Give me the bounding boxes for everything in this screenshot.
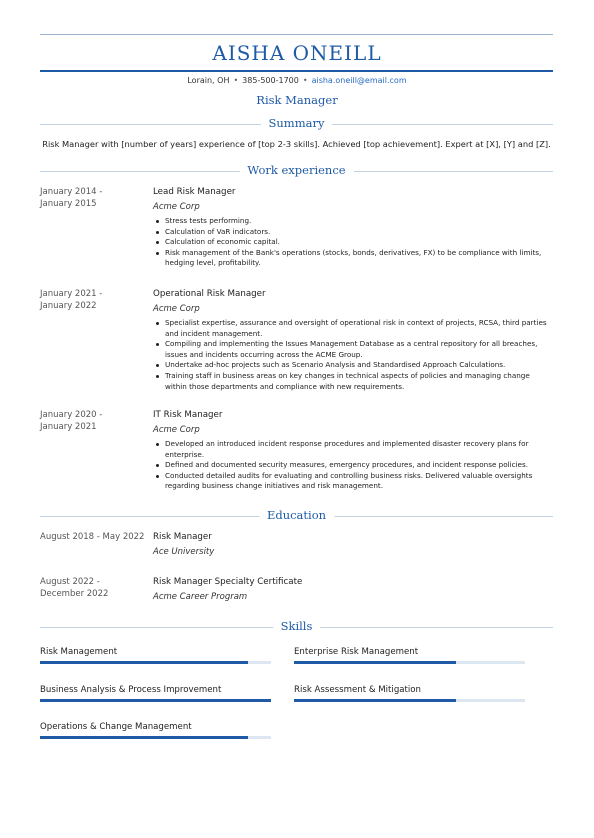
- header-top-rule: [40, 34, 553, 35]
- entry-bullet: Developed an introduced incident response procedures and implemented disaster recovery plans for enterprise.: [153, 439, 553, 460]
- candidate-name: AISHA ONEILL: [212, 41, 382, 65]
- section-heading-label: Education: [259, 508, 334, 522]
- section-heading-label: Work experience: [239, 163, 353, 177]
- skill-name: Risk Management: [40, 647, 118, 657]
- section-heading-summary: [40, 116, 553, 132]
- entry-dates: [40, 531, 150, 543]
- entry-date-start: August 2022 -: [40, 577, 100, 587]
- skill-level-track: [40, 661, 271, 664]
- entry-date-start: August 2018 - May 2022: [40, 532, 145, 542]
- entry-bullet-list: [153, 318, 553, 392]
- contact-email-link[interactable]: aisha.oneill@email.com: [311, 76, 407, 85]
- entry-company: Acme Corp: [153, 202, 200, 212]
- entry-bullet: Stress tests performing.: [153, 216, 553, 227]
- entry-bullet: Defined and documented security measures, emergency procedures, and incident response policies.: [153, 460, 553, 471]
- skill-name: Operations & Change Management: [40, 722, 192, 732]
- entry-body: [153, 186, 553, 269]
- contact-phone: 385-500-1700: [242, 76, 299, 85]
- skill-name: Business Analysis & Process Improvement: [40, 685, 222, 695]
- contact-separator: •: [302, 76, 308, 85]
- entry-body: [153, 409, 553, 492]
- entry-date-end: January 2022: [40, 301, 97, 311]
- entry-date-end: January 2015: [40, 199, 97, 209]
- entry-bullet: Compiling and implementing the Issues Management Database as a central repository for all breaches, issues and incidents occurring across the ACME Group.: [153, 339, 553, 360]
- entry-body: [153, 288, 553, 392]
- entry-degree: Risk Manager Specialty Certificate: [153, 577, 303, 587]
- entry-school: Ace University: [153, 547, 215, 557]
- skill-level-track: [294, 699, 525, 702]
- skill-level-track: [294, 661, 525, 664]
- entry-date-end: January 2021: [40, 422, 97, 432]
- entry-bullet-list: [153, 216, 553, 269]
- contact-location: Lorain, OH: [187, 76, 230, 85]
- skill-item: [294, 684, 525, 704]
- skill-level-fill: [294, 699, 456, 702]
- entry-date-start: January 2021 -: [40, 289, 103, 299]
- entry-date-start: January 2020 -: [40, 410, 103, 420]
- entry-bullet: Risk management of the Bank's operations (stocks, bonds, derivatives, FX) to be compliance with limits, hedging level, profitability.: [153, 248, 553, 269]
- entry-dates: [40, 288, 140, 312]
- entry-dates: [40, 186, 140, 210]
- job-title: Risk Manager: [256, 93, 338, 107]
- skill-name: Risk Assessment & Mitigation: [294, 685, 422, 695]
- entry-bullet: Calculation of economic capital.: [153, 237, 553, 248]
- entry-bullet-list: [153, 439, 553, 492]
- skill-item: [40, 646, 271, 666]
- entry-body: [153, 576, 553, 603]
- skill-level-track: [40, 736, 271, 739]
- entry-body: [153, 531, 553, 558]
- entry-date-start: January 2014 -: [40, 187, 103, 197]
- skill-item: [40, 721, 271, 741]
- skill-level-fill: [40, 699, 271, 702]
- skill-name: Enterprise Risk Management: [294, 647, 419, 657]
- entry-company: Acme Corp: [153, 425, 200, 435]
- entry-bullet: Specialist expertise, assurance and oversight of operational risk in context of projects, RCSA, third parties and incident management.: [153, 318, 553, 339]
- section-heading-skills: [40, 619, 553, 635]
- entry-bullet: Calculation of VaR indicators.: [153, 227, 553, 238]
- skill-item: [294, 646, 525, 666]
- skill-level-fill: [40, 661, 248, 664]
- entry-dates: [40, 576, 140, 600]
- skill-level-track: [40, 699, 271, 702]
- summary-text: Risk Manager with [number of years] experience of [top 2-3 skills]. Achieved [top achievement]. Expert at [X], [Y] and [Z].: [42, 139, 551, 149]
- entry-title: Lead Risk Manager: [153, 187, 236, 197]
- section-heading-label: Summary: [261, 116, 333, 130]
- entry-title: Operational Risk Manager: [153, 289, 266, 299]
- contact-line: [0, 76, 594, 85]
- section-heading-experience: [40, 163, 553, 179]
- section-heading-label: Skills: [273, 619, 321, 633]
- entry-dates: [40, 409, 140, 433]
- contact-separator: •: [233, 76, 239, 85]
- entry-bullet: Undertake ad-hoc projects such as Scenario Analysis and Standardised Approach Calculations.: [153, 360, 553, 371]
- entry-bullet: Training staff in business areas on key changes in technical aspects of policies and managing change within those departments and compliance with new requirements.: [153, 371, 553, 392]
- entry-degree: Risk Manager: [153, 532, 212, 542]
- header-name-rule: [40, 70, 553, 72]
- skill-level-fill: [40, 736, 248, 739]
- section-heading-education: [40, 508, 553, 524]
- entry-bullet: Conducted detailed audits for evaluating and controlling business risks. Delivered valuable oversights regarding business change initiatives and risk management.: [153, 471, 553, 492]
- entry-date-end: December 2022: [40, 589, 109, 599]
- entry-company: Acme Corp: [153, 304, 200, 314]
- skill-level-fill: [294, 661, 456, 664]
- entry-title: IT Risk Manager: [153, 410, 223, 420]
- entry-school: Acme Career Program: [153, 592, 248, 602]
- skill-item: [40, 684, 271, 704]
